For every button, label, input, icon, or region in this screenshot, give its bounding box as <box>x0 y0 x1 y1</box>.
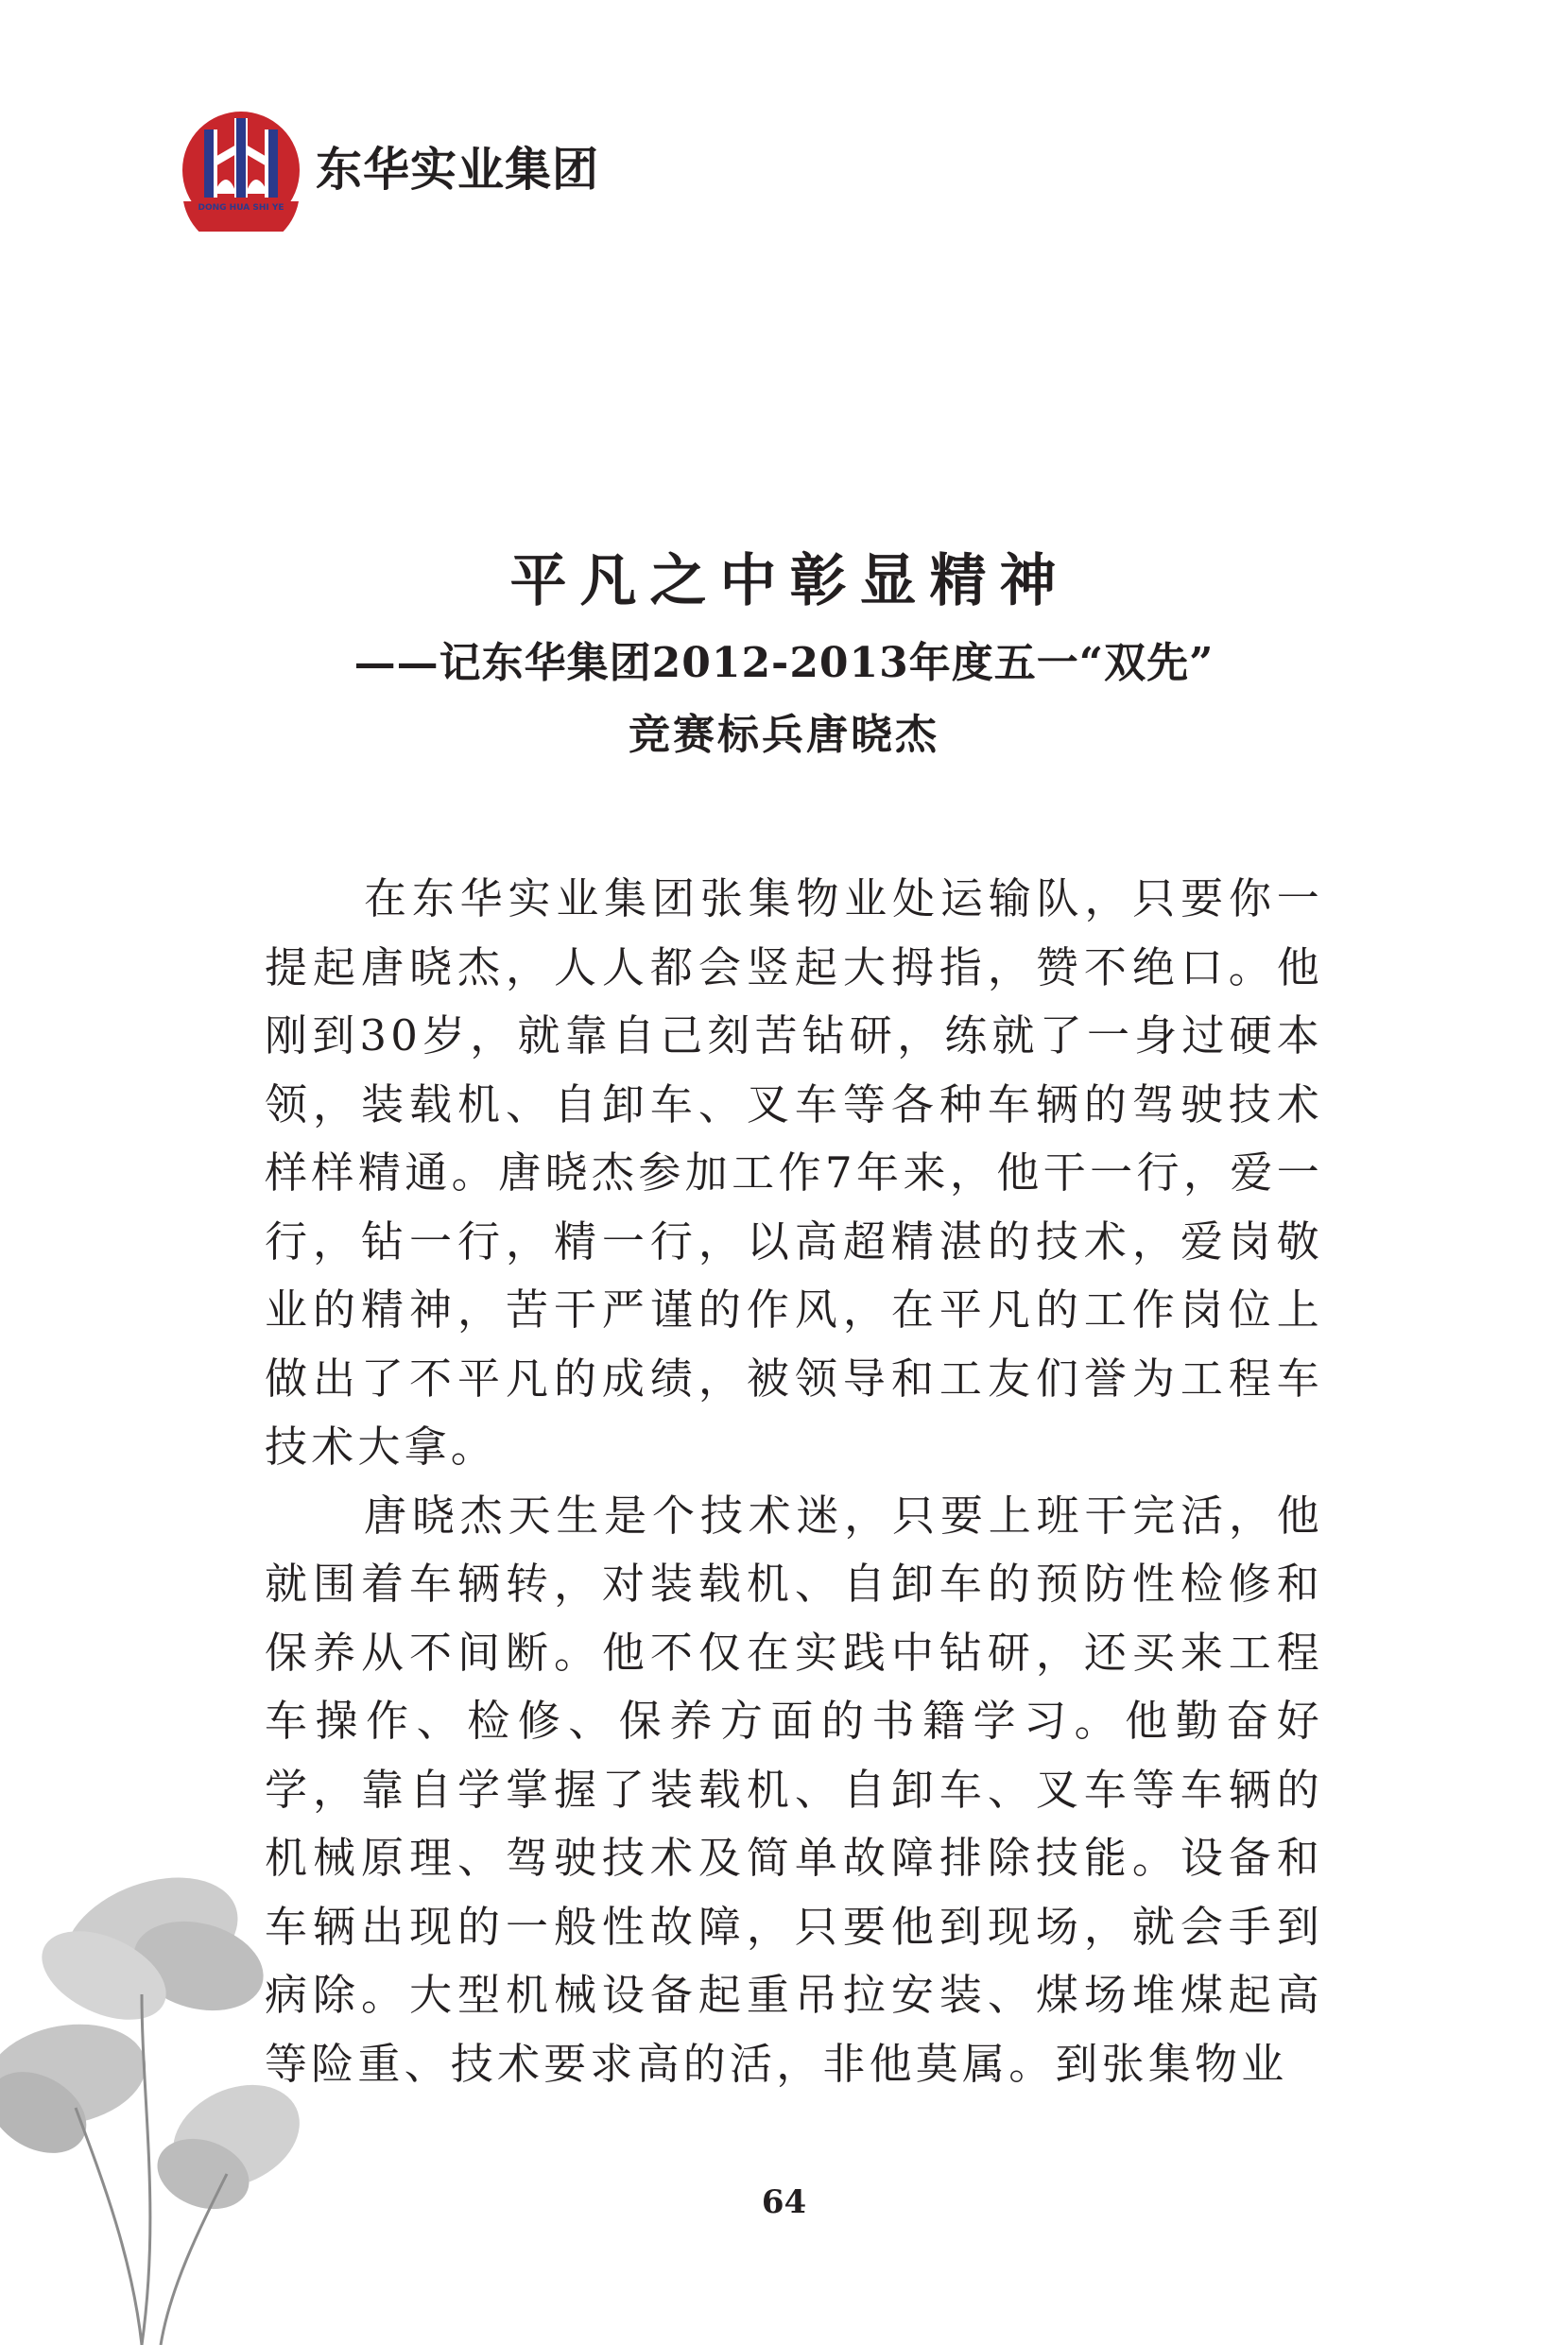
article-heading <box>0 543 1568 767</box>
article-title: 平凡之中彰显精神 <box>509 548 1070 614</box>
decorative-flower-illustration <box>0 1853 312 2345</box>
page-number: 64 <box>761 2183 807 2221</box>
article-subtitle-line2: 竞赛标兵唐晓杰 <box>629 711 939 759</box>
paragraph: 唐晓杰天生是个技术迷，只要上班干完活，他就围着车辆转，对装载机、自卸车的预防性检修和保养从不间断。他不仅在实践中钻研，还买来工程车操作、检修、保养方面的书籍学习。他勤奋好学，靠自学掌握了装载机、自卸车、叉车等车辆的机械原理、驾驶技术及简单故障排除技能。设备和车辆出现的一般性故障，只要他到现场，就会手到病除。大型机械设备起重吊拉安装、煤场堆煤起高等险重、技术要求高的活，非他莫属。到张集物业 <box>265 1490 1323 2089</box>
article-body <box>265 865 1323 2098</box>
page-header <box>180 104 599 236</box>
svg-text:DONG HUA SHI YE: DONG HUA SHI YE <box>198 203 284 213</box>
logo-emblem-icon <box>180 109 302 232</box>
company-logo <box>180 109 302 232</box>
flower-icon <box>0 1853 312 2345</box>
article-subtitle-line1: ——记东华集团2012-2013年度五一“双先” <box>353 639 1215 687</box>
paragraph: 在东华实业集团张集物业处运输队，只要你一提起唐晓杰，人人都会竖起大拇指，赞不绝口。他刚到30岁，就靠自己刻苦钻研，练就了一身过硬本领，装载机、自卸车、叉车等各种车辆的驾驶技术样样精通。唐晓杰参加工作7年来，他干一行，爱一行，钻一行，精一行，以高超精湛的技术，爱岗敬业的精神，苦干严谨的作风，在平凡的工作岗位上做出了不平凡的成绩，被领导和工友们誉为工程车技术大拿。 <box>265 873 1323 1472</box>
company-name: 东华实业集团 <box>316 143 600 197</box>
